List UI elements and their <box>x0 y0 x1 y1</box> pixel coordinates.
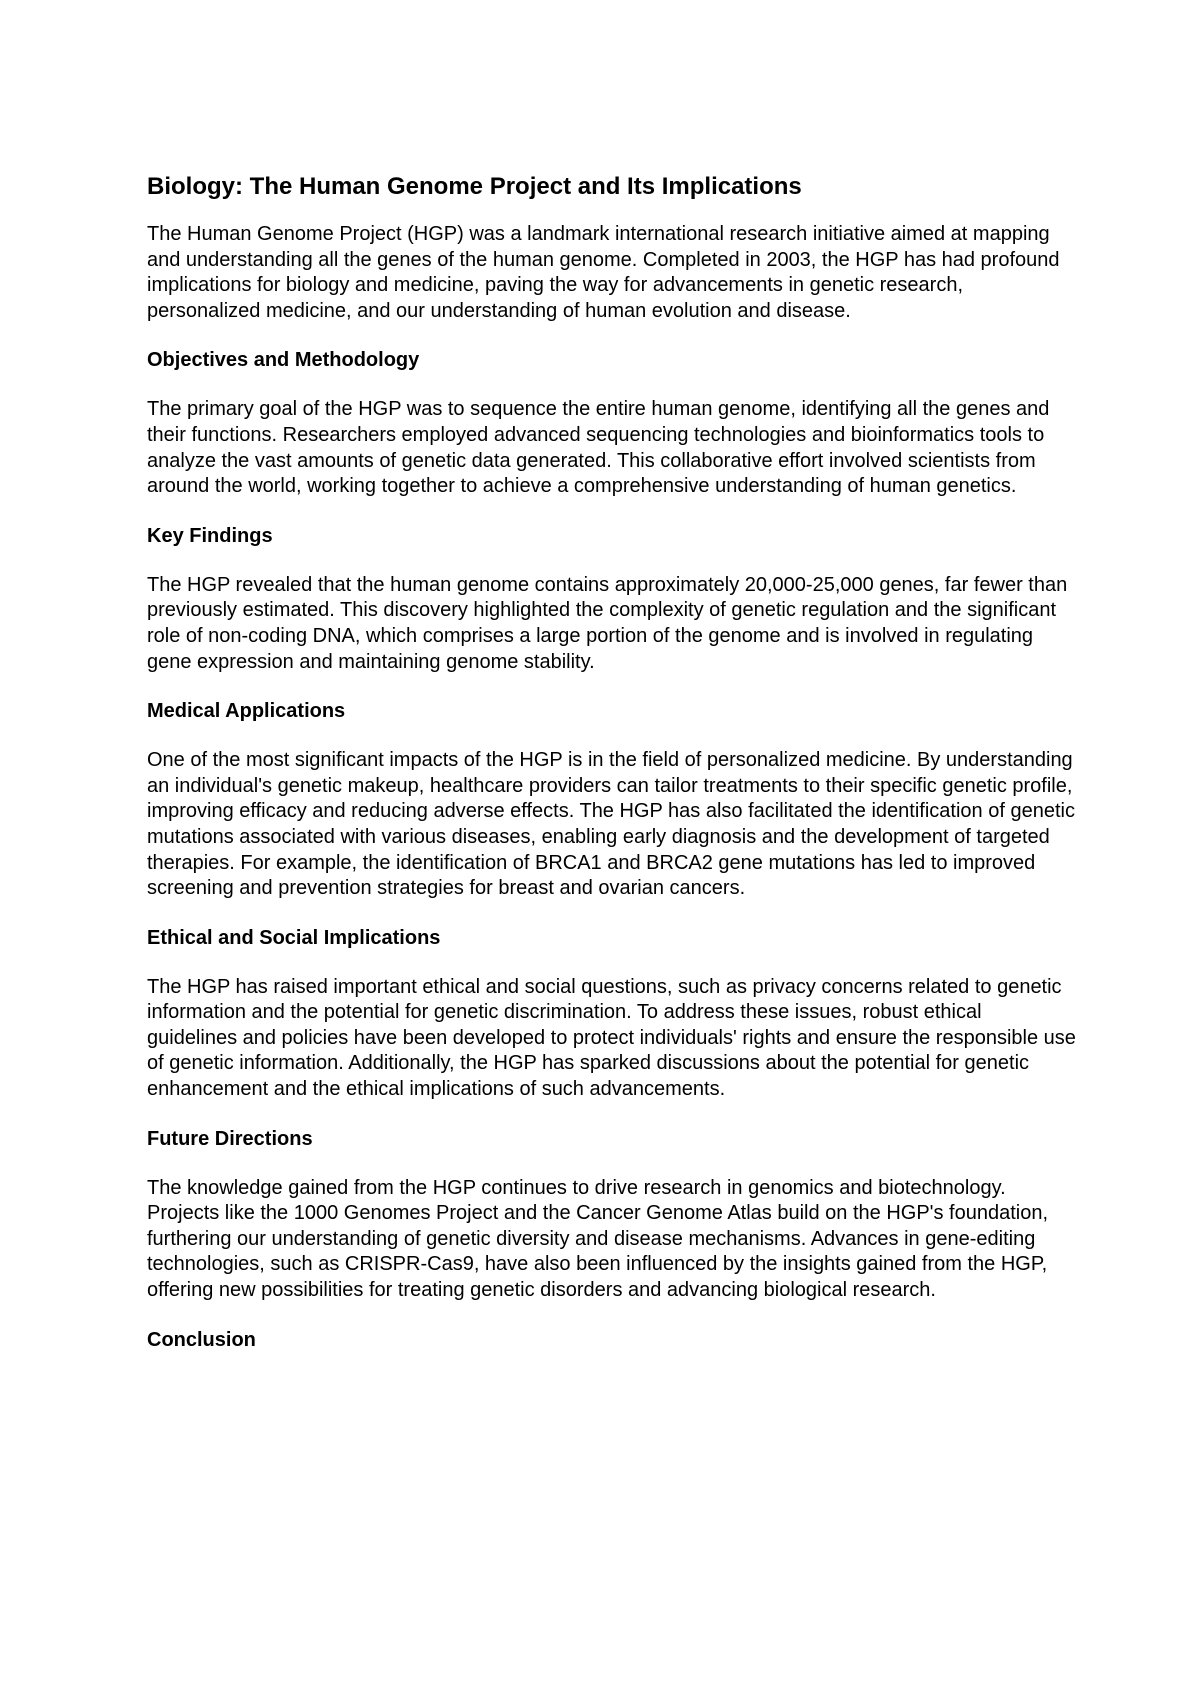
section-heading-future-directions: Future Directions <box>147 1127 313 1150</box>
section-body-objectives: The primary goal of the HGP was to sequence the entire human genome, identifying all the genes and their functions. Researchers employed advanced sequencing technologies and bioinformatics tools to analyze the vast amounts of genetic data generated. This collaborative effort involved scientists from around the world, working together to achieve a comprehensive understanding of human genetics. <box>147 398 1050 498</box>
section-heading-objectives: Objectives and Methodology <box>147 349 420 372</box>
section-body-ethical-social: The HGP has raised important ethical and social questions, such as privacy concerns related to genetic information and the potential for genetic discrimination. To address these issues, robust ethical guidelines and policies have been developed to protect individuals' rights and ensure the responsible use of genetic information. Additionally, the HGP has sparked discussions about the potential for genetic enhancement and the ethical implications of such advancements. <box>147 975 1076 1101</box>
section-heading-ethical-social: Ethical and Social Implications <box>147 926 441 949</box>
section-heading-key-findings: Key Findings <box>147 524 273 547</box>
section-heading-medical-applications: Medical Applications <box>147 700 346 723</box>
intro-paragraph: The Human Genome Project (HGP) was a landmark international research initiative aimed at mapping and understanding all the genes of the human genome. Completed in 2003, the HGP has had profound implications for biology and medicine, paving the way for advancements in genetic research, personalized medicine, and our understanding of human evolution and disease. <box>147 223 1060 322</box>
document-page <box>147 172 1077 1377</box>
section-heading-conclusion: Conclusion <box>147 1328 256 1351</box>
document-title: Biology: The Human Genome Project and Its Implications <box>147 173 802 200</box>
section-body-key-findings: The HGP revealed that the human genome contains approximately 20,000-25,000 genes, far fewer than previously estimated. This discovery highlighted the complexity of genetic regulation and the significant role of non-coding DNA, which comprises a large portion of the genome and is involved in regulating gene expression and maintaining genome stability. <box>147 573 1068 673</box>
section-body-future-directions: The knowledge gained from the HGP continues to drive research in genomics and biotechnology. Projects like the 1000 Genomes Project and the Cancer Genome Atlas build on the HGP's foundation, furthering our understanding of genetic diversity and disease mechanisms. Advances in gene-editing technologies, such as CRISPR-Cas9, have also been influenced by the insights gained from the HGP, offering new possibilities for treating genetic disorders and advancing biological research. <box>147 1176 1049 1302</box>
section-body-medical-applications: One of the most significant impacts of the HGP is in the field of personalized medicine. By understanding an individual's genetic makeup, healthcare providers can tailor treatments to their specific genetic profile, improving efficacy and reducing adverse effects. The HGP has also facilitated the identification of genetic mutations associated with various diseases, enabling early diagnosis and the development of targeted therapies. For example, the identification of BRCA1 and BRCA2 gene mutations has led to improved screening and prevention strategies for breast and ovarian cancers. <box>147 749 1075 900</box>
